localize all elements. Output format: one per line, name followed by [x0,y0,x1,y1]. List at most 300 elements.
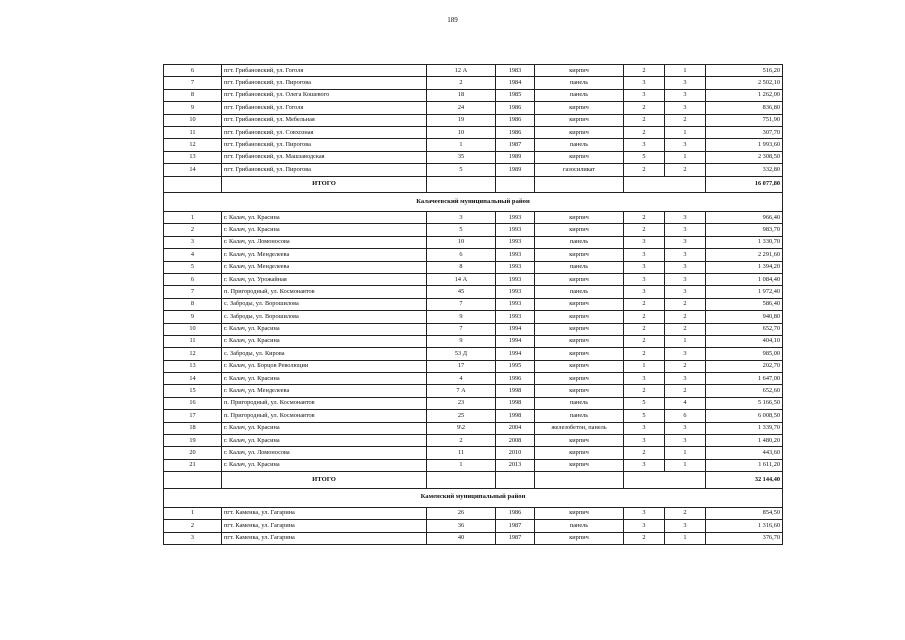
region-title: Калачеевский муниципальный район [164,193,783,212]
row-number-cell: 10 [164,323,222,335]
table-row [164,224,783,236]
entrances-cell: 1 [665,447,706,459]
year-built-cell: 1993 [496,261,535,273]
area-cell: 1 084,40 [706,273,783,285]
floors-cell: 2 [624,385,665,397]
table-row [164,385,783,397]
table-row [164,126,783,138]
area-cell: 966,40 [706,212,783,224]
area-cell: 443,60 [706,447,783,459]
total-empty-cell [624,176,706,193]
entrances-cell: 2 [665,164,706,176]
entrances-cell: 3 [665,261,706,273]
house-number-cell: 53 Д [427,348,496,360]
house-number-cell: 19 [427,114,496,126]
entrances-cell: 3 [665,89,706,101]
wall-material-cell: кирпич [535,385,624,397]
row-number-cell: 8 [164,298,222,310]
row-number-cell: 12 [164,139,222,151]
total-empty-cell [427,472,496,489]
year-built-cell: 1993 [496,224,535,236]
entrances-cell: 3 [665,435,706,447]
address-cell: г. Калач, ул. Урожайная [222,273,427,285]
floors-cell: 3 [624,273,665,285]
house-number-cell: 7 А [427,385,496,397]
total-empty-cell [496,176,535,193]
house-number-cell: 35 [427,151,496,163]
area-cell: 1 330,70 [706,236,783,248]
floors-cell: 2 [624,335,665,347]
floors-cell: 2 [624,311,665,323]
house-number-cell: 14 А [427,273,496,285]
row-number-cell: 7 [164,286,222,298]
year-built-cell: 1987 [496,139,535,151]
area-cell: 1 972,40 [706,286,783,298]
house-number-cell: 3 [427,212,496,224]
table-row [164,298,783,310]
table-row [164,236,783,248]
floors-cell: 2 [624,126,665,138]
floors-cell: 5 [624,410,665,422]
year-built-cell: 1996 [496,373,535,385]
house-number-cell: 10 [427,126,496,138]
entrances-cell: 1 [665,532,706,544]
row-number-cell: 3 [164,236,222,248]
floors-cell: 2 [624,102,665,114]
table-row [164,212,783,224]
row-number-cell: 6 [164,273,222,285]
entrances-cell: 3 [665,348,706,360]
floors-cell: 3 [624,435,665,447]
address-cell: пгт. Грибановский, ул. Гоголя [222,102,427,114]
floors-cell: 2 [624,65,665,77]
area-cell: 985,00 [706,348,783,360]
floors-cell: 3 [624,422,665,434]
address-cell: г. Калач, ул. Ломоносова [222,447,427,459]
total-empty-cell [535,472,624,489]
table-row [164,249,783,261]
house-number-cell: 9 [427,335,496,347]
area-cell: 1 480,20 [706,435,783,447]
wall-material-cell: панель [535,236,624,248]
total-empty-cell [496,472,535,489]
area-cell: 1 316,60 [706,520,783,532]
wall-material-cell: кирпич [535,435,624,447]
year-built-cell: 1993 [496,212,535,224]
area-cell: 1 394,20 [706,261,783,273]
house-number-cell: 36 [427,520,496,532]
table-row [164,164,783,176]
year-built-cell: 1995 [496,360,535,372]
table-row [164,447,783,459]
wall-material-cell: кирпич [535,323,624,335]
floors-cell: 3 [624,89,665,101]
total-empty-cell [535,176,624,193]
area-cell: 2 291,60 [706,249,783,261]
floors-cell: 2 [624,447,665,459]
entrances-cell: 3 [665,224,706,236]
table-row [164,77,783,89]
wall-material-cell: панель [535,139,624,151]
address-cell: г. Калач, ул. Красина [222,323,427,335]
table-row [164,273,783,285]
year-built-cell: 2004 [496,422,535,434]
house-number-cell: 7 [427,298,496,310]
address-cell: г. Калач, ул. Красина [222,459,427,471]
address-cell: п. Пригородный, ул. Космонавтов [222,397,427,409]
wall-material-cell: кирпич [535,114,624,126]
entrances-cell: 3 [665,286,706,298]
house-number-cell: 40 [427,532,496,544]
year-built-cell: 1993 [496,273,535,285]
address-cell: пгт. Грибановский, ул. Гоголя [222,65,427,77]
address-cell: с. Заброды, ул. Ворошилова [222,311,427,323]
address-cell: г. Калач, ул. Красина [222,422,427,434]
year-built-cell: 1998 [496,385,535,397]
page-number: 189 [447,16,458,24]
total-empty-cell [624,472,706,489]
entrances-cell: 2 [665,507,706,519]
house-number-cell: 45 [427,286,496,298]
row-number-cell: 1 [164,507,222,519]
floors-cell: 3 [624,261,665,273]
wall-material-cell: кирпич [535,273,624,285]
total-row [164,472,783,489]
floors-cell: 2 [624,212,665,224]
house-number-cell: 9 [427,311,496,323]
floors-cell: 3 [624,507,665,519]
area-cell: 1 262,00 [706,89,783,101]
entrances-cell: 3 [665,236,706,248]
table-body [164,65,783,545]
row-number-cell: 15 [164,385,222,397]
entrances-cell: 6 [665,410,706,422]
table-row [164,435,783,447]
entrances-cell: 3 [665,249,706,261]
address-cell: пгт. Каменка, ул. Гагарина [222,520,427,532]
house-number-cell: 24 [427,102,496,114]
table-row [164,459,783,471]
floors-cell: 2 [624,224,665,236]
house-number-cell: 11 [427,447,496,459]
floors-cell: 3 [624,520,665,532]
year-built-cell: 1986 [496,126,535,138]
table-row [164,520,783,532]
house-number-cell: 17 [427,360,496,372]
total-value: 32 144,40 [706,472,783,489]
wall-material-cell: кирпич [535,373,624,385]
row-number-cell: 2 [164,224,222,236]
floors-cell: 1 [624,360,665,372]
year-built-cell: 2008 [496,435,535,447]
area-cell: 404,10 [706,335,783,347]
area-cell: 307,70 [706,126,783,138]
area-cell: 202,70 [706,360,783,372]
wall-material-cell: панель [535,286,624,298]
year-built-cell: 1986 [496,102,535,114]
table-row [164,373,783,385]
wall-material-cell: панель [535,77,624,89]
table-row [164,323,783,335]
table-row [164,151,783,163]
address-cell: п. Пригородный, ул. Космонавтов [222,286,427,298]
address-cell: пгт. Грибановский, ул. Пирогова [222,164,427,176]
floors-cell: 3 [624,286,665,298]
year-built-cell: 1987 [496,532,535,544]
total-label: ИТОГО [222,472,427,489]
floors-cell: 3 [624,77,665,89]
wall-material-cell: кирпич [535,335,624,347]
entrances-cell: 3 [665,139,706,151]
entrances-cell: 1 [665,151,706,163]
house-number-cell: 5 [427,164,496,176]
year-built-cell: 2013 [496,459,535,471]
area-cell: 652,60 [706,385,783,397]
house-number-cell: 18 [427,89,496,101]
house-number-cell: 23 [427,397,496,409]
row-number-cell: 18 [164,422,222,434]
table-row [164,102,783,114]
year-built-cell: 1989 [496,164,535,176]
row-number-cell: 14 [164,164,222,176]
floors-cell: 3 [624,459,665,471]
floors-cell: 3 [624,249,665,261]
wall-material-cell: кирпич [535,298,624,310]
wall-material-cell: панель [535,261,624,273]
wall-material-cell: кирпич [535,532,624,544]
wall-material-cell: железобетон, панель [535,422,624,434]
area-cell: 2 502,10 [706,77,783,89]
wall-material-cell: кирпич [535,212,624,224]
address-cell: пгт. Грибановский, ул. Пирогова [222,139,427,151]
region-header-row [164,488,783,507]
wall-material-cell: кирпич [535,348,624,360]
area-cell: 854,50 [706,507,783,519]
floors-cell: 2 [624,323,665,335]
wall-material-cell: панель [535,520,624,532]
house-number-cell: 2 [427,435,496,447]
table-row [164,532,783,544]
entrances-cell: 2 [665,311,706,323]
area-cell: 836,80 [706,102,783,114]
total-empty-cell [427,176,496,193]
row-number-cell: 3 [164,532,222,544]
row-number-cell: 9 [164,102,222,114]
region-header-row [164,193,783,212]
table-row [164,65,783,77]
year-built-cell: 1993 [496,286,535,298]
floors-cell: 2 [624,114,665,126]
address-cell: г. Калач, ул. Ломоносова [222,236,427,248]
floors-cell: 2 [624,298,665,310]
address-cell: г. Калач, ул. Менделеева [222,385,427,397]
entrances-cell: 1 [665,126,706,138]
wall-material-cell: кирпич [535,311,624,323]
area-cell: 1 611,20 [706,459,783,471]
row-number-cell: 17 [164,410,222,422]
total-row [164,176,783,193]
table-row [164,89,783,101]
entrances-cell: 3 [665,273,706,285]
entrances-cell: 4 [665,397,706,409]
row-number-cell: 2 [164,520,222,532]
address-cell: пгт. Каменка, ул. Гагарина [222,532,427,544]
entrances-cell: 3 [665,373,706,385]
wall-material-cell: кирпич [535,224,624,236]
address-cell: пгт. Грибановский, ул. Пирогова [222,77,427,89]
house-number-cell: 6 [427,249,496,261]
floors-cell: 2 [624,164,665,176]
address-cell: г. Калач, ул. Борцов Революции [222,360,427,372]
address-cell: п. Пригородный, ул. Космонавтов [222,410,427,422]
house-number-cell: 1 [427,139,496,151]
entrances-cell: 2 [665,298,706,310]
wall-material-cell: кирпич [535,65,624,77]
wall-material-cell: кирпич [535,459,624,471]
area-cell: 516,20 [706,65,783,77]
table-row [164,335,783,347]
entrances-cell: 3 [665,422,706,434]
area-cell: 983,70 [706,224,783,236]
address-cell: пгт. Грибановский, ул. Совхозная [222,126,427,138]
year-built-cell: 1998 [496,410,535,422]
wall-material-cell: кирпич [535,507,624,519]
area-cell: 586,40 [706,298,783,310]
entrances-cell: 2 [665,385,706,397]
table-row [164,348,783,360]
table-row [164,410,783,422]
address-cell: с. Заброды, ул. Ворошилова [222,298,427,310]
row-number-cell: 11 [164,335,222,347]
year-built-cell: 1994 [496,348,535,360]
table-row [164,139,783,151]
entrances-cell: 2 [665,114,706,126]
floors-cell: 2 [624,532,665,544]
address-cell: пгт. Грибановский, ул. Машзаводская [222,151,427,163]
entrances-cell: 3 [665,102,706,114]
wall-material-cell: кирпич [535,360,624,372]
region-title: Каменский муниципальный район [164,488,783,507]
area-cell: 376,70 [706,532,783,544]
row-number-cell: 6 [164,65,222,77]
year-built-cell: 1994 [496,335,535,347]
area-cell: 751,90 [706,114,783,126]
row-number-cell: 20 [164,447,222,459]
address-cell: г. Калач, ул. Красина [222,335,427,347]
address-cell: г. Калач, ул. Красина [222,435,427,447]
table-row [164,397,783,409]
housing-registry-table [163,64,783,545]
house-number-cell: 9\2 [427,422,496,434]
wall-material-cell: кирпич [535,102,624,114]
wall-material-cell: кирпич [535,447,624,459]
table-row [164,114,783,126]
address-cell: пгт. Каменка, ул. Гагарина [222,507,427,519]
row-number-cell: 16 [164,397,222,409]
total-empty-cell [164,472,222,489]
entrances-cell: 3 [665,77,706,89]
year-built-cell: 1993 [496,249,535,261]
year-built-cell: 2010 [496,447,535,459]
area-cell: 652,70 [706,323,783,335]
year-built-cell: 1993 [496,311,535,323]
house-number-cell: 7 [427,323,496,335]
row-number-cell: 13 [164,360,222,372]
house-number-cell: 10 [427,236,496,248]
area-cell: 332,80 [706,164,783,176]
address-cell: с. Заброды, ул. Кирова [222,348,427,360]
wall-material-cell: кирпич [535,249,624,261]
year-built-cell: 1986 [496,507,535,519]
row-number-cell: 7 [164,77,222,89]
year-built-cell: 1993 [496,298,535,310]
row-number-cell: 10 [164,114,222,126]
row-number-cell: 11 [164,126,222,138]
year-built-cell: 1989 [496,151,535,163]
entrances-cell: 2 [665,360,706,372]
floors-cell: 3 [624,373,665,385]
address-cell: г. Калач, ул. Красина [222,212,427,224]
year-built-cell: 1987 [496,520,535,532]
house-number-cell: 8 [427,261,496,273]
total-label: ИТОГО [222,176,427,193]
area-cell: 6 008,50 [706,410,783,422]
entrances-cell: 3 [665,520,706,532]
wall-material-cell: панель [535,89,624,101]
table-row [164,422,783,434]
area-cell: 940,80 [706,311,783,323]
table-row [164,360,783,372]
floors-cell: 2 [624,348,665,360]
house-number-cell: 25 [427,410,496,422]
row-number-cell: 9 [164,311,222,323]
entrances-cell: 1 [665,65,706,77]
house-number-cell: 12 А [427,65,496,77]
wall-material-cell: панель [535,397,624,409]
address-cell: г. Калач, ул. Красина [222,224,427,236]
row-number-cell: 8 [164,89,222,101]
floors-cell: 5 [624,397,665,409]
floors-cell: 3 [624,139,665,151]
row-number-cell: 4 [164,249,222,261]
house-number-cell: 1 [427,459,496,471]
area-cell: 1 993,60 [706,139,783,151]
address-cell: г. Калач, ул. Менделеева [222,261,427,273]
table-row [164,261,783,273]
address-cell: пгт. Грибановский, ул. Мебельная [222,114,427,126]
row-number-cell: 14 [164,373,222,385]
row-number-cell: 21 [164,459,222,471]
year-built-cell: 1986 [496,114,535,126]
row-number-cell: 13 [164,151,222,163]
area-cell: 5 166,50 [706,397,783,409]
year-built-cell: 1984 [496,77,535,89]
house-number-cell: 26 [427,507,496,519]
row-number-cell: 19 [164,435,222,447]
table-row [164,507,783,519]
wall-material-cell: панель [535,410,624,422]
entrances-cell: 2 [665,323,706,335]
table-row [164,286,783,298]
year-built-cell: 1994 [496,323,535,335]
row-number-cell: 5 [164,261,222,273]
entrances-cell: 3 [665,212,706,224]
entrances-cell: 1 [665,459,706,471]
row-number-cell: 1 [164,212,222,224]
floors-cell: 5 [624,151,665,163]
address-cell: пгт. Грибановский, ул. Олега Кошевого [222,89,427,101]
house-number-cell: 5 [427,224,496,236]
